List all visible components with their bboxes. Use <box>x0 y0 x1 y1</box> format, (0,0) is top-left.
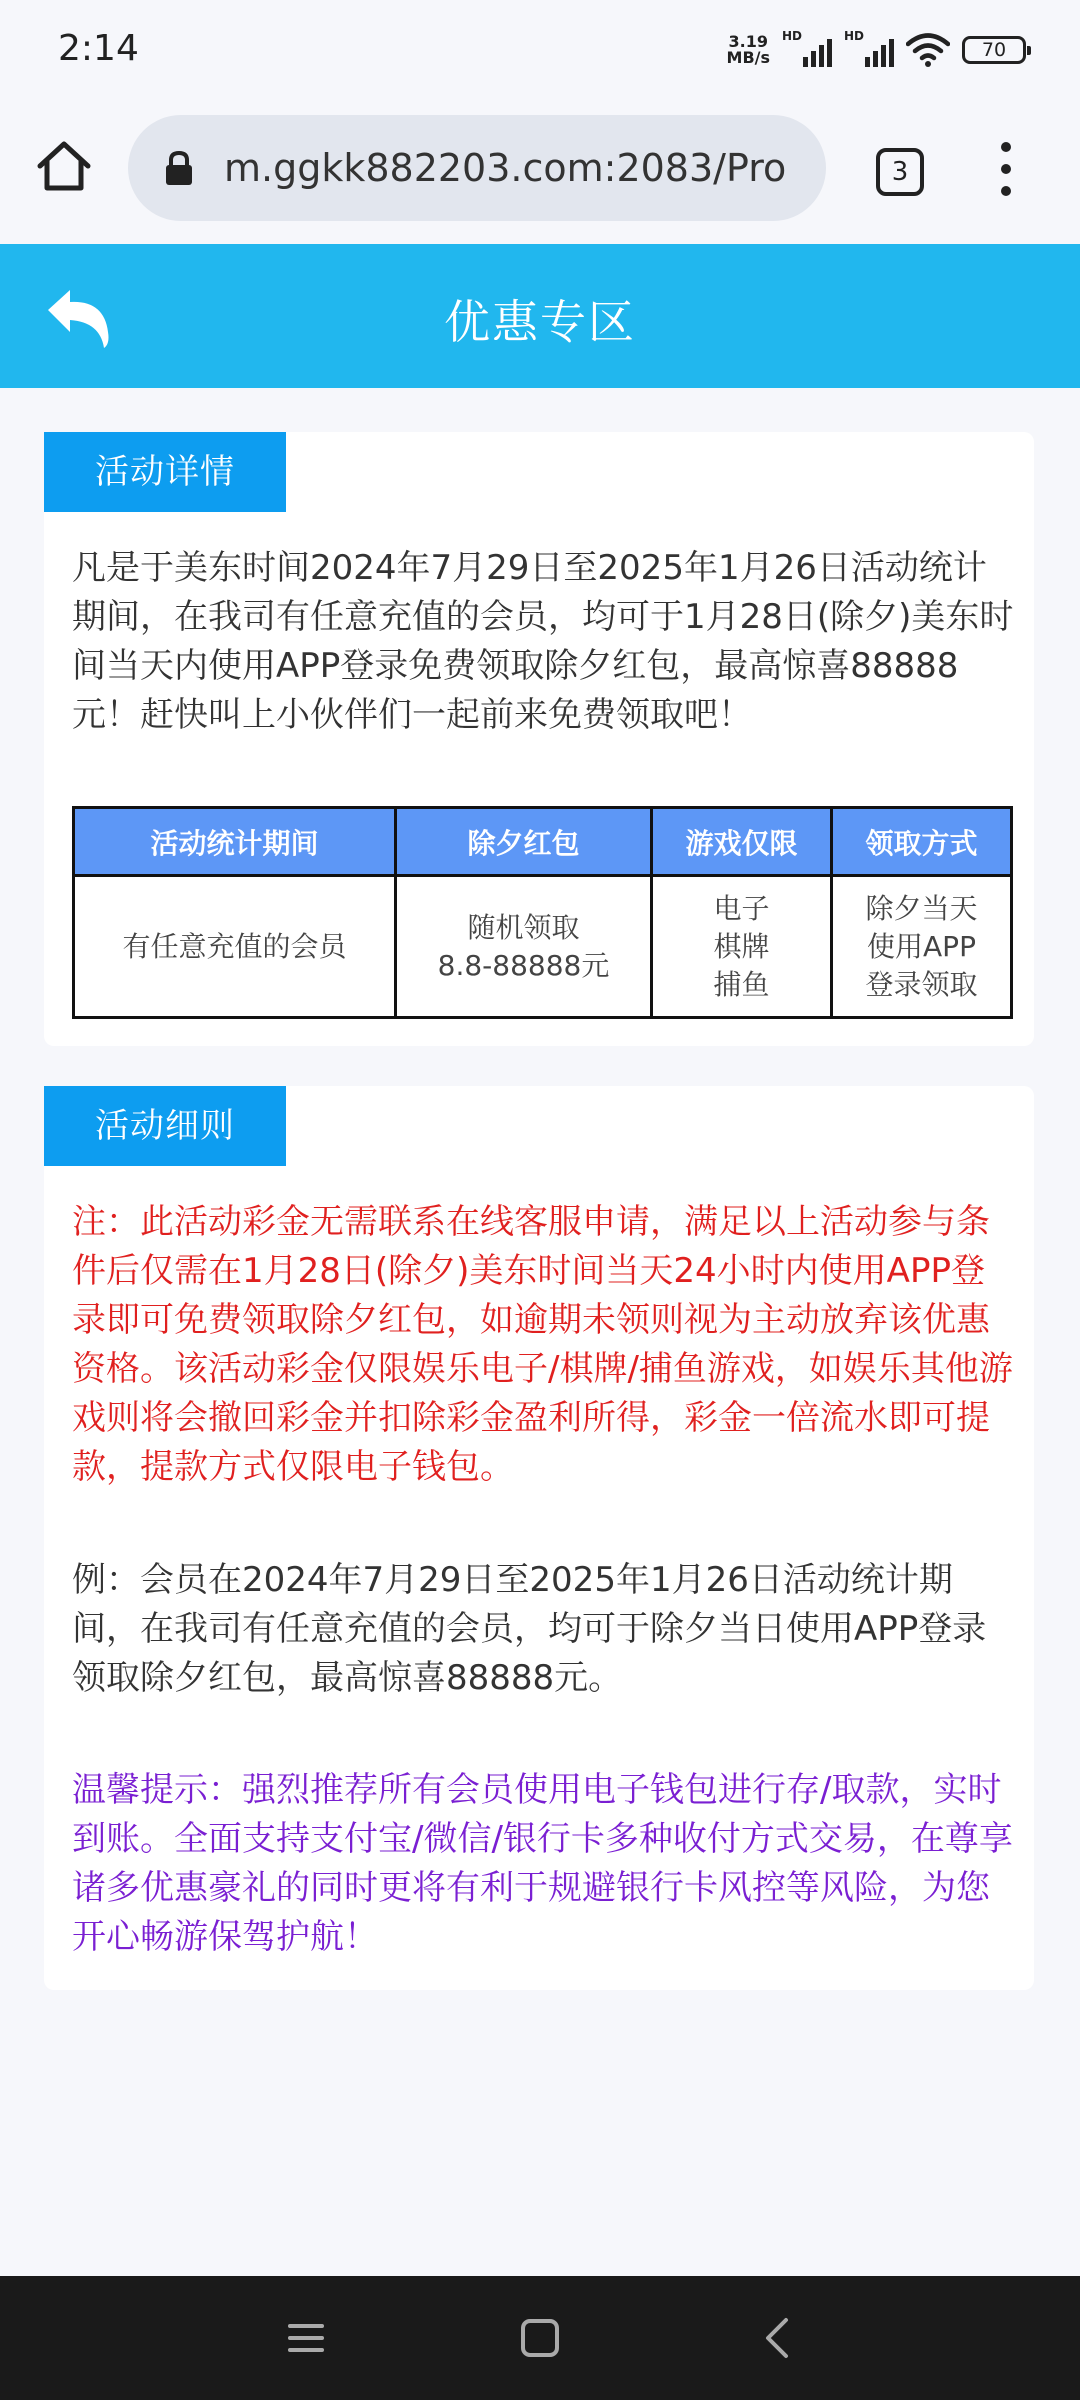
table-row <box>74 876 1012 1018</box>
table-header-row <box>74 808 1012 876</box>
address-bar[interactable] <box>128 115 826 221</box>
cell-line: 登录领取 <box>865 967 978 1001</box>
section-tag-rules: 活动细则 <box>44 1086 286 1166</box>
network-speed <box>727 34 770 66</box>
browser-toolbar <box>0 100 1080 244</box>
table-cell-games <box>652 876 832 1018</box>
system-navigation-bar <box>0 2276 1080 2400</box>
cell-line: 随机领取 <box>467 910 580 944</box>
hd-label: HD <box>782 29 803 43</box>
signal-1-icon <box>782 29 832 67</box>
battery-icon: 70 <box>962 36 1026 64</box>
cell-line: 棋牌 <box>713 929 770 963</box>
wifi-icon <box>906 33 950 67</box>
cell-line: 电子 <box>713 891 770 925</box>
recents-menu-icon[interactable] <box>284 2316 328 2360</box>
tab-switcher-button[interactable]: 3 <box>876 148 924 196</box>
status-bar <box>0 0 1080 100</box>
back-chevron-icon[interactable] <box>756 2316 800 2360</box>
rules-tip-text: 温馨提示：强烈推荐所有会员使用电子钱包进行存/取款，实时到账。全面支持支付宝/微信/银行卡多种收付方式交易，在尊享诸多优惠豪礼的同时更将有利于规避银行卡风控等风险，为您开心畅游保驾护航！ <box>72 1770 1013 1957</box>
promo-table <box>72 806 1013 1019</box>
network-speed-value: 3.19 <box>728 32 768 51</box>
table-cell-bonus <box>396 876 652 1018</box>
details-intro-text: 凡是于美东时间2024年7月29日至2025年1月26日活动统计期间，在我司有任意充值的会员，均可于1月28日(除夕)美东时间当天内使用APP登录免费领取除夕红包，最高惊喜88888元！赶快叫上小伙伴们一起前来免费领取吧！ <box>72 548 1014 735</box>
url-text: m.ggkk882203.com:2083/Pro <box>224 146 787 190</box>
table-header: 除夕红包 <box>396 808 652 876</box>
table-header: 领取方式 <box>832 808 1012 876</box>
activity-rules-card <box>44 1086 1034 1990</box>
status-icons <box>727 30 1026 70</box>
rules-note-text: 注：此活动彩金无需联系在线客服申请，满足以上活动参与条件后仅需在1月28日(除夕)美东时间当天24小时内使用APP登录即可免费领取除夕红包，如逾期未领则视为主动放弃该优惠资格。该活动彩金仅限娱乐电子/棋牌/捕鱼游戏，如娱乐其他游戏则将会撤回彩金并扣除彩金盈利所得，彩金一倍流水即可提款，提款方式仅限电子钱包。 <box>72 1202 1013 1487</box>
network-speed-unit: MB/s <box>726 48 770 67</box>
app-header <box>0 244 1080 388</box>
home-icon[interactable] <box>34 136 94 196</box>
table-header: 活动统计期间 <box>74 808 396 876</box>
page-title: 优惠专区 <box>444 295 636 349</box>
table-header: 游戏仅限 <box>652 808 832 876</box>
cell-line: 使用APP <box>867 929 976 963</box>
cell-line: 捕鱼 <box>713 967 770 1001</box>
status-time: 2:14 <box>58 28 139 69</box>
hd-label: HD <box>844 29 865 43</box>
activity-details-card <box>44 432 1034 1046</box>
lock-icon <box>164 150 194 186</box>
rules-example-text: 例：会员在2024年7月29日至2025年1月26日活动统计期间，在我司有任意充值的会员，均可于除夕当日使用APP登录领取除夕红包，最高惊喜88888元。 <box>72 1560 987 1698</box>
more-menu-icon[interactable] <box>992 142 1020 202</box>
section-tag-details: 活动详情 <box>44 432 286 512</box>
cell-line: 除夕当天 <box>865 891 978 925</box>
table-cell-method <box>832 876 1012 1018</box>
table-cell-period: 有任意充值的会员 <box>74 876 396 1018</box>
cell-line: 8.8-88888元 <box>437 948 610 982</box>
home-square-icon[interactable] <box>518 2316 562 2360</box>
signal-2-icon <box>844 29 894 67</box>
